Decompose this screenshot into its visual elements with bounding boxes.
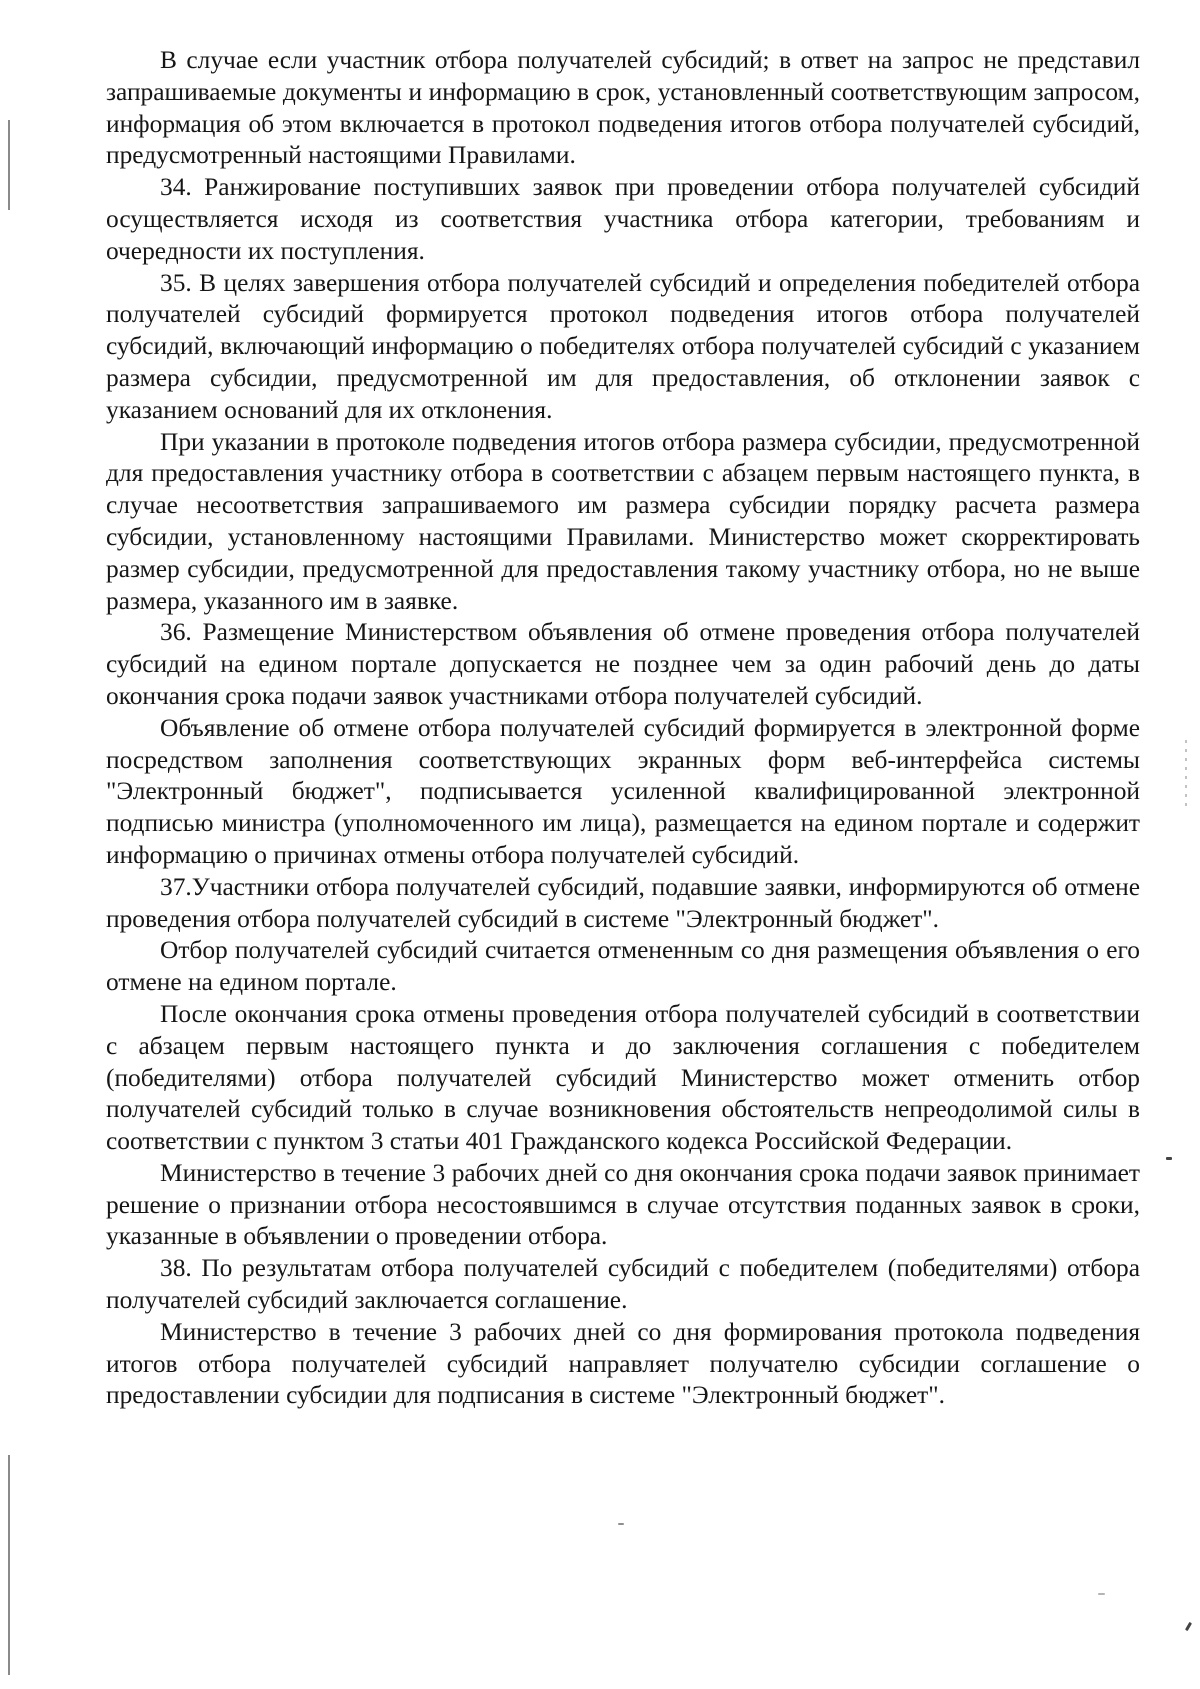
scan-speck xyxy=(618,1523,624,1525)
paragraph-36-announcement: Объявление об отмене отбора получателей субсидий формируется в электронной форме посредством заполнения соответствующих экранных форм веб-интерфейса системы "Электронный бюджет", подписывается усиленной квалифицированной электронной подписью министра (уполномоченного им лица), размещается на едином портале и содержит информацию о причинах отмены отбора получателей субсидий. xyxy=(106,713,1140,869)
paragraph-36-cancellation: 36. Размещение Министерством объявления об отмене проведения отбора получателей субсидий на едином портале допускается не позднее чем за один рабочий день до даты окончания срока подачи заявок участниками отбора получателей субсидий. xyxy=(106,618,1140,710)
paragraph-38-signing: Министерство в течение 3 рабочих дней со дня формирования протокола подведения итогов отбора получателей субсидий направляет получателю субсидии соглашение о предоставлении субсидии для подписания в системе "Электронный бюджет". xyxy=(106,1317,1140,1410)
paragraph-34-ranking: 34. Ранжирование поступивших заявок при проведении отбора получателей субсидий осуществляется исходя из соответствия участника отбора категории, требованиям и очередности их поступления. xyxy=(106,173,1140,265)
paragraph-37-cancelled: Отбор получателей субсидий считается отмененным со дня размещения объявления о его отмене на едином портале. xyxy=(106,936,1140,997)
scan-edge-mark xyxy=(8,1455,10,1675)
paragraph-35-protocol: 35. В целях завершения отбора получателей субсидий и определения победителей отбора получателей субсидий формируется протокол подведения итогов отбора получателей субсидий, включающий информацию о победителях отбора получателей субсидий с указанием размера субсидии, предусмотренной им для предоставления, об отклонении заявок с указанием оснований для их отклонения. xyxy=(106,268,1140,424)
paragraph-35-adjustment: При указании в протоколе подведения итогов отбора размера субсидии, предусмотренной для предоставления участнику отбора в соответствии с абзацем первым настоящего пункта, в случае несоответствия запрашиваемого им размера субсидии порядку расчета размера субсидии, установленному настоящими Правилами. Министерство может скорректировать размер субсидии, предусмотренной для предоставления такому участнику отбора, но не выше размера, указанного им в заявке. xyxy=(106,427,1140,615)
paragraph-38-agreement: 38. По результатам отбора получателей субсидий с победителем (победителями) отбора получателей субсидий заключается соглашение. xyxy=(106,1254,1140,1315)
scan-edge-mark xyxy=(8,120,10,210)
paragraph-37-force-majeure: После окончания срока отмены проведения отбора получателей субсидий в соответствии с абзацем первым настоящего пункта и до заключения соглашения с победителем (победителями) отбора получателей субсидий Министерство может отменить отбор получателей субсидий только в случае возникновения обстоятельств непреодолимой силы в соответствии с пунктом 3 статьи 401 Гражданского кодекса Российской Федерации. xyxy=(106,999,1140,1156)
document-body xyxy=(106,45,1140,1412)
scan-speck xyxy=(1098,1593,1105,1595)
paragraph-missing-documents: В случае если участник отбора получателей субсидий; в ответ на запрос не представил запрашиваемые документы и информацию в срок, установленный соответствующим запросом, информация об этом включается в протокол подведения итогов отбора получателей субсидий, предусмотренный настоящими Правилами. xyxy=(106,46,1140,170)
scan-speck xyxy=(1185,1622,1192,1631)
scan-speck xyxy=(1166,1157,1172,1160)
paragraph-37-failed-selection: Министерство в течение 3 рабочих дней со дня окончания срока подачи заявок принимает решение о признании отбора несостоявшимся в случае отсутствия поданных заявок в сроки, указанные в объявлении о проведении отбора. xyxy=(106,1158,1140,1251)
scan-perforation-dots xyxy=(1185,740,1187,810)
paragraph-37-notification: 37.Участники отбора получателей субсидий, подавшие заявки, информируются об отмене проведения отбора получателей субсидий в системе "Электронный бюджет". xyxy=(106,872,1140,933)
